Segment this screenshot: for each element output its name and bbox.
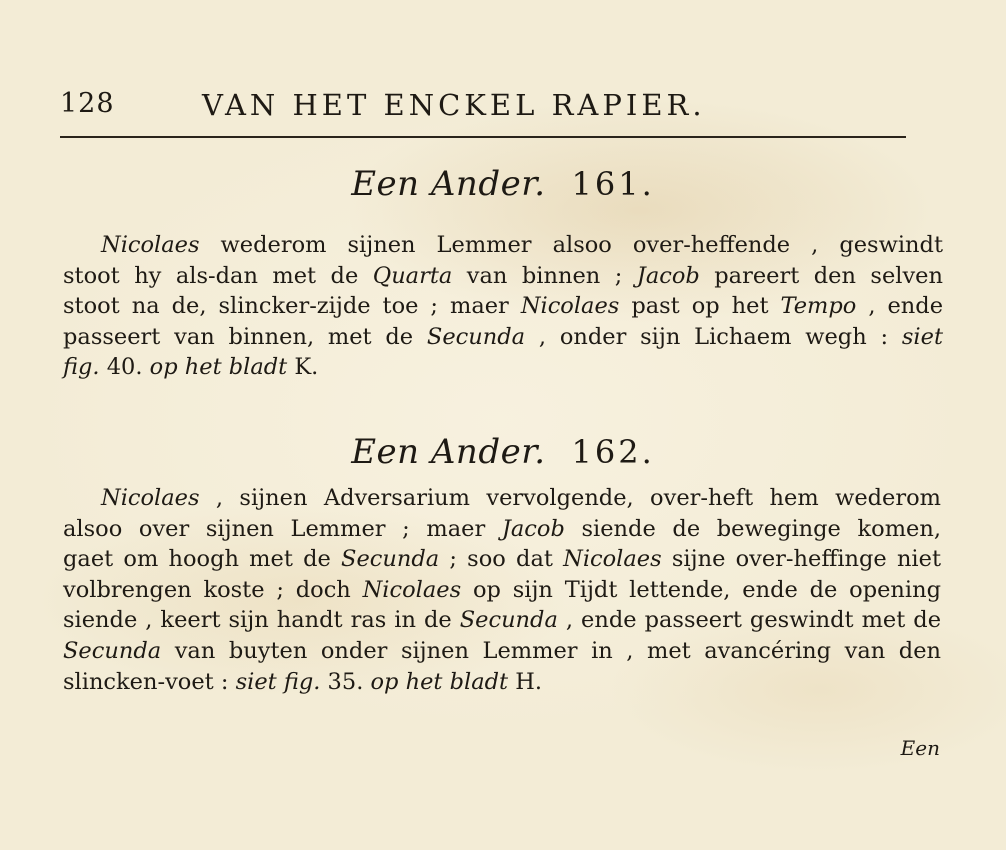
text-line: stoot na de, slincker-zijde toe ; maer Nicolaes past op het Tempo , ende bbox=[63, 293, 944, 320]
text-line: Nicolaes wederom sijnen Lemmer alsoo over-heffende , geswindt bbox=[101, 232, 943, 258]
text-line: passeert van binnen, met de Secunda , onder sijn Lichaem wegh : siet bbox=[63, 323, 943, 350]
text-line: fig. 40. op het bladt K. bbox=[63, 354, 319, 381]
section-heading-162 bbox=[0, 432, 1006, 472]
text-line: slincken-voet : siet fig. 35. op het bladt H. bbox=[63, 668, 542, 695]
page-number: 128 bbox=[60, 88, 115, 119]
section-title: Een Ander. bbox=[351, 164, 546, 204]
text-line: volbrengen koste ; doch Nicolaes op sijn Tijdt lettende, ende de opening bbox=[63, 576, 941, 603]
text-line: alsoo over sijnen Lemmer ; maer Jacob siende de beweginge komen, bbox=[63, 515, 941, 542]
text-line: stoot hy als-dan met de Quarta van binnen ; Jacob pareert den selven bbox=[63, 262, 943, 289]
header-rule bbox=[60, 136, 906, 138]
text-line: Secunda van buyten onder sijnen Lemmer in , met avancéring van den bbox=[63, 637, 941, 664]
running-title: VAN HET ENCKEL RAPIER. bbox=[202, 88, 706, 122]
text-line: Nicolaes , sijnen Adversarium vervolgende, over-heft hem wederom bbox=[101, 485, 941, 511]
paragraph-161 bbox=[63, 230, 943, 383]
running-head bbox=[60, 88, 910, 128]
paragraph-162 bbox=[63, 483, 941, 697]
text-line: siende , keert sijn handt ras in de Secunda , ende passeert geswindt met de bbox=[63, 607, 942, 634]
section-heading-161 bbox=[0, 164, 1006, 204]
catchword: Een bbox=[900, 736, 940, 760]
text-line: gaet om hoogh met de Secunda ; soo dat Nicolaes sijne over-heffinge niet bbox=[63, 546, 941, 573]
section-title: Een Ander. bbox=[351, 432, 546, 472]
section-number: 161. bbox=[571, 165, 655, 203]
section-number: 162. bbox=[571, 433, 655, 471]
